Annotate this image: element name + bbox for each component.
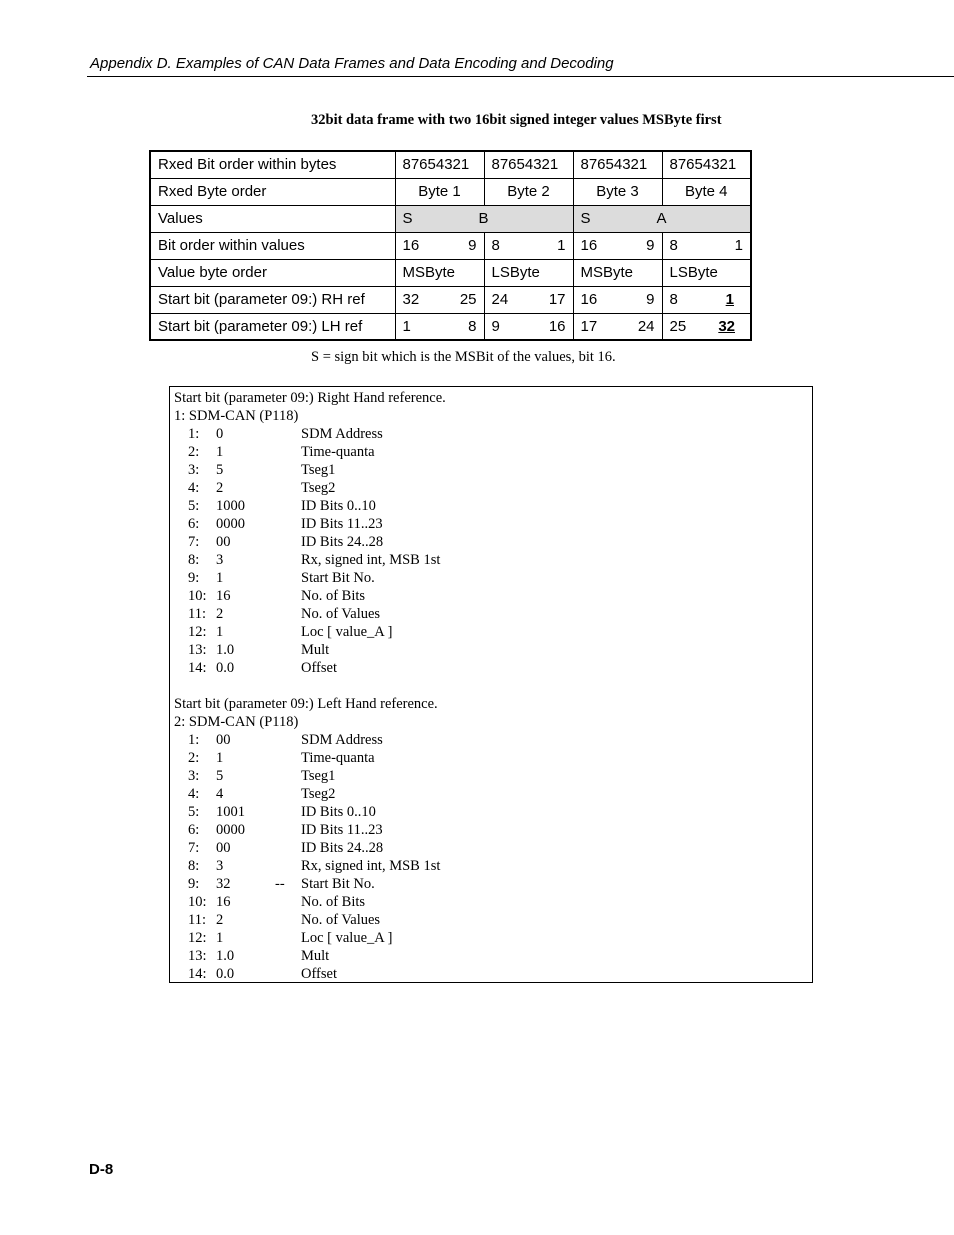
table-cell <box>662 286 751 313</box>
header-rule <box>87 76 954 77</box>
table-row <box>150 151 751 178</box>
table-row <box>150 259 751 286</box>
param-marker <box>275 623 301 641</box>
cell-start: 16 <box>402 237 420 254</box>
list-item <box>174 965 808 983</box>
param-value: 2 <box>216 480 224 496</box>
start-bit-highlight: 1 <box>725 291 734 308</box>
table-cell: 87654321 <box>484 151 573 178</box>
cell-start: 32 <box>402 291 420 308</box>
table-cell <box>484 286 573 313</box>
param-value: 32 <box>216 876 231 892</box>
param-number: 6: <box>188 516 200 532</box>
param-description: Offset <box>301 660 337 676</box>
param-number: 2: <box>188 750 200 766</box>
param-number: 11: <box>188 912 206 928</box>
list-item <box>174 731 808 749</box>
param-number: 6: <box>188 822 200 838</box>
value-b-cell <box>395 205 573 232</box>
row-label: Bit order within values <box>150 232 395 259</box>
param-value: 1000 <box>216 498 245 514</box>
param-description: No. of Values <box>301 606 381 622</box>
param-value: 00 <box>216 732 231 748</box>
param-description: ID Bits 0..10 <box>301 498 376 514</box>
cell-start: 8 <box>669 291 678 308</box>
param-value: 0000 <box>216 516 245 532</box>
table-cell <box>395 286 484 313</box>
start-bit-highlight: 32 <box>718 317 735 335</box>
cell-end: 1 <box>557 237 566 254</box>
param-number: 14: <box>188 660 207 676</box>
table-row <box>150 178 751 205</box>
list-item <box>174 875 808 893</box>
param-number: 4: <box>188 480 200 496</box>
param-marker <box>275 515 301 533</box>
list-item <box>174 785 808 803</box>
param-marker <box>275 533 301 551</box>
param-number: 7: <box>188 534 200 550</box>
list-item <box>174 641 808 659</box>
param-marker <box>275 479 301 497</box>
table-cell <box>573 286 662 313</box>
cell-start: 17 <box>580 317 598 335</box>
cell-end: 9 <box>646 291 655 308</box>
program-listing <box>169 386 813 983</box>
list-item <box>174 749 808 767</box>
param-number: 9: <box>188 570 200 586</box>
param-number: 5: <box>188 498 200 514</box>
param-description: Time-quanta <box>301 750 375 766</box>
param-description: Tseg1 <box>301 462 336 478</box>
param-description: No. of Bits <box>301 588 366 604</box>
param-number: 10: <box>188 588 207 604</box>
list-item <box>174 947 808 965</box>
param-number: 3: <box>188 768 200 784</box>
param-description: Offset <box>301 966 337 982</box>
table-cell: 87654321 <box>662 151 751 178</box>
param-marker <box>275 821 301 839</box>
param-description: Tseg2 <box>301 480 336 496</box>
param-marker <box>275 587 301 605</box>
cell-start: 16 <box>580 237 598 254</box>
list-item <box>174 443 808 461</box>
param-value: 1.0 <box>216 948 235 964</box>
param-value: 16 <box>216 588 231 604</box>
param-number: 12: <box>188 624 207 640</box>
param-value: 0 <box>216 426 224 442</box>
param-marker <box>275 947 301 965</box>
param-description: Start Bit No. <box>301 876 375 892</box>
param-value: 16 <box>216 894 231 910</box>
table-cell <box>484 313 573 340</box>
value-name: B <box>478 210 489 227</box>
list-item <box>174 461 808 479</box>
cell-start: 24 <box>491 291 509 308</box>
param-marker <box>275 929 301 947</box>
table-cell: Byte 3 <box>573 178 662 205</box>
row-label: Values <box>150 205 395 232</box>
param-number: 8: <box>188 552 200 568</box>
table-cell: 87654321 <box>395 151 484 178</box>
sign-bit-note: S = sign bit which is the MSBit of the values, bit 16. <box>311 349 616 365</box>
param-number: 14: <box>188 966 207 982</box>
list-item <box>174 821 808 839</box>
param-marker <box>275 803 301 821</box>
table-cell: Byte 4 <box>662 178 751 205</box>
cell-end: 9 <box>468 237 477 254</box>
param-value: 1 <box>216 930 224 946</box>
param-list <box>174 731 808 983</box>
param-value: 0000 <box>216 822 245 838</box>
param-number: 1: <box>188 426 200 442</box>
list-item <box>174 569 808 587</box>
list-item <box>174 497 808 515</box>
page-number: D-8 <box>89 1161 114 1178</box>
param-number: 3: <box>188 462 200 478</box>
cell-start: 8 <box>491 237 500 254</box>
sign-bit-label: S <box>580 210 591 227</box>
list-item <box>174 479 808 497</box>
param-description: ID Bits 24..28 <box>301 534 384 550</box>
cell-end: 9 <box>646 237 655 254</box>
table-cell: MSByte <box>395 259 484 286</box>
cell-start: 25 <box>669 317 687 335</box>
cell-end: 25 <box>459 291 477 308</box>
param-marker <box>275 731 301 749</box>
param-marker <box>275 839 301 857</box>
param-description: Loc [ value_A ] <box>301 624 393 640</box>
list-item <box>174 587 808 605</box>
param-number: 13: <box>188 948 207 964</box>
table-cell <box>573 232 662 259</box>
cell-end: 1 <box>734 237 743 254</box>
param-description: ID Bits 11..23 <box>301 822 383 838</box>
table-row <box>150 286 751 313</box>
list-item <box>174 551 808 569</box>
param-value: 1.0 <box>216 642 235 658</box>
list-item <box>174 659 808 677</box>
param-value: 00 <box>216 840 231 856</box>
list-item <box>174 623 808 641</box>
param-description: Time-quanta <box>301 444 375 460</box>
row-label: Value byte order <box>150 259 395 286</box>
param-number: 13: <box>188 642 207 658</box>
table-cell <box>484 232 573 259</box>
list-item <box>174 929 808 947</box>
value-a-cell <box>573 205 751 232</box>
param-number: 12: <box>188 930 207 946</box>
param-value: 0.0 <box>216 966 235 982</box>
row-label: Start bit (parameter 09:) LH ref <box>150 313 395 340</box>
param-marker <box>275 911 301 929</box>
list-item <box>174 839 808 857</box>
param-value: 1 <box>216 750 224 766</box>
param-value: 1 <box>216 624 224 640</box>
table-row <box>150 313 751 340</box>
table-row <box>150 205 751 232</box>
page-header: Appendix D. Examples of CAN Data Frames and Data Encoding and Decoding <box>90 55 614 72</box>
param-number: 8: <box>188 858 200 874</box>
param-value: 5 <box>216 768 224 784</box>
list-item <box>174 533 808 551</box>
param-number: 11: <box>188 606 206 622</box>
param-description: Mult <box>301 948 330 964</box>
param-description: Rx, signed int, MSB 1st <box>301 858 441 874</box>
param-marker <box>275 443 301 461</box>
cell-start: 1 <box>402 317 411 335</box>
cell-end: 8 <box>468 317 477 335</box>
cell-start: 16 <box>580 291 598 308</box>
param-number: 2: <box>188 444 200 460</box>
param-marker <box>275 461 301 479</box>
table-row <box>150 232 751 259</box>
table-cell: MSByte <box>573 259 662 286</box>
param-number: 1: <box>188 732 200 748</box>
row-label: Rxed Bit order within bytes <box>150 151 395 178</box>
param-description: ID Bits 24..28 <box>301 840 384 856</box>
table-cell <box>662 232 751 259</box>
param-marker <box>275 767 301 785</box>
instruction-line: 1: SDM-CAN (P118) <box>174 408 299 424</box>
param-marker <box>275 659 301 677</box>
param-description: Start Bit No. <box>301 570 375 586</box>
param-marker <box>275 425 301 443</box>
list-item <box>174 767 808 785</box>
param-value: 1001 <box>216 804 245 820</box>
cell-end: 16 <box>548 317 566 335</box>
row-label: Start bit (parameter 09:) RH ref <box>150 286 395 313</box>
param-description: Rx, signed int, MSB 1st <box>301 552 441 568</box>
spacer <box>174 677 808 695</box>
param-value: 00 <box>216 534 231 550</box>
table-cell <box>573 313 662 340</box>
param-list <box>174 425 808 677</box>
table-cell: LSByte <box>662 259 751 286</box>
list-item <box>174 515 808 533</box>
param-value: 0.0 <box>216 660 235 676</box>
section-heading: Start bit (parameter 09:) Left Hand reference. <box>174 696 438 712</box>
param-marker <box>275 569 301 587</box>
table-cell: Byte 2 <box>484 178 573 205</box>
param-description: Loc [ value_A ] <box>301 930 393 946</box>
list-item <box>174 893 808 911</box>
list-item <box>174 803 808 821</box>
table-caption: 32bit data frame with two 16bit signed integer values MSByte first <box>311 112 722 128</box>
param-marker <box>275 893 301 911</box>
param-marker <box>275 785 301 803</box>
param-marker <box>275 605 301 623</box>
param-marker <box>275 857 301 875</box>
param-value: 1 <box>216 444 224 460</box>
table-cell: LSByte <box>484 259 573 286</box>
param-value: 5 <box>216 462 224 478</box>
data-frame-table <box>149 150 752 341</box>
param-description: SDM Address <box>301 426 383 442</box>
param-number: 7: <box>188 840 200 856</box>
param-marker: -- <box>275 876 285 892</box>
cell-end: 17 <box>548 291 566 308</box>
cell-end: 24 <box>637 317 655 335</box>
param-value: 3 <box>216 858 224 874</box>
param-marker <box>275 641 301 659</box>
param-number: 10: <box>188 894 207 910</box>
param-value: 4 <box>216 786 224 802</box>
list-item <box>174 857 808 875</box>
param-value: 3 <box>216 552 224 568</box>
param-description: No. of Bits <box>301 894 366 910</box>
param-marker <box>275 497 301 515</box>
list-item <box>174 911 808 929</box>
cell-start: 9 <box>491 317 500 335</box>
row-label: Rxed Byte order <box>150 178 395 205</box>
param-description: SDM Address <box>301 732 383 748</box>
param-number: 5: <box>188 804 200 820</box>
param-description: No. of Values <box>301 912 381 928</box>
param-value: 2 <box>216 606 224 622</box>
table-cell <box>662 313 751 340</box>
table-cell <box>395 232 484 259</box>
param-description: ID Bits 0..10 <box>301 804 376 820</box>
table-cell: Byte 1 <box>395 178 484 205</box>
sign-bit-label: S <box>402 210 413 227</box>
value-name: A <box>656 210 667 227</box>
cell-start: 8 <box>669 237 678 254</box>
list-item <box>174 605 808 623</box>
table-cell: 87654321 <box>573 151 662 178</box>
param-description: ID Bits 11..23 <box>301 516 383 532</box>
instruction-line: 2: SDM-CAN (P118) <box>174 714 299 730</box>
param-number: 4: <box>188 786 200 802</box>
param-marker <box>275 965 301 983</box>
list-item <box>174 425 808 443</box>
param-number: 9: <box>188 876 200 892</box>
param-marker <box>275 551 301 569</box>
param-description: Tseg1 <box>301 768 336 784</box>
param-marker <box>275 749 301 767</box>
table-cell <box>395 313 484 340</box>
param-description: Mult <box>301 642 330 658</box>
param-description: Tseg2 <box>301 786 336 802</box>
section-heading: Start bit (parameter 09:) Right Hand reference. <box>174 390 446 406</box>
param-value: 2 <box>216 912 224 928</box>
param-value: 1 <box>216 570 224 586</box>
